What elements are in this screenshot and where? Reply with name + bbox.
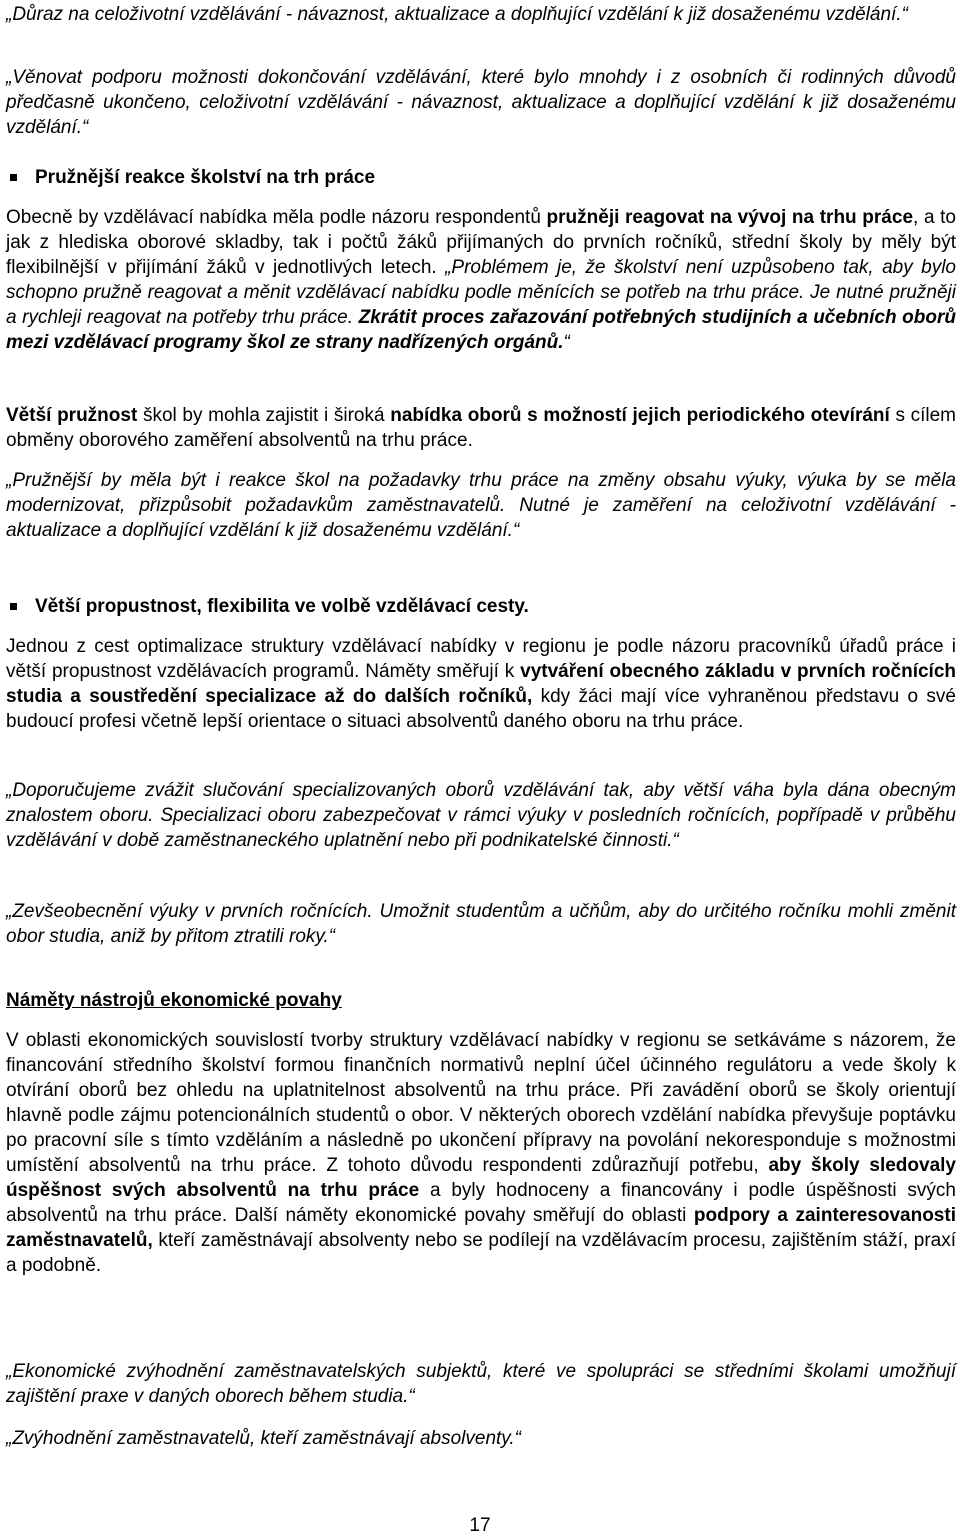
quote-paragraph [6, 468, 956, 543]
text-run: kteří zaměstnávají absolventy nebo se podílejí na vzdělávacím procesu, zajištěním stáží, praxí a podobně. [6, 1230, 956, 1276]
text-run: „Problémem je, že školství není uzpůsobeno tak, aby bylo schopno pružně reagovat a měnit vzdělávací nabídku podle měnících se potřeb na trhu práce. [6, 257, 956, 303]
text-run: pružněji reagovat na vývoj na trhu práce [546, 207, 914, 228]
text-run: Obecně by vzdělávací nabídka měla podle názoru respondentů [6, 207, 547, 228]
bullet-heading: Větší propustnost, flexibilita ve volbě vzdělávací cesty. [35, 596, 529, 617]
text-run: „Doporučujeme zvážit slučování specializovaných oborů vzdělávání tak, aby větší váha byla dána obecným znalostem oboru. Specializaci oboru zabezpečovat v rámci výuky v posledních ročnících, popřípadě v průběhu vzdělávání v době zaměstnaneckého uplatnění nebo při podnikatelské činnosti.“ [6, 780, 956, 851]
text-run: „Pružnější by měla být i reakce škol na požadavky trhu práce na změny obsahu výuky, výuka by se měla modernizovat, přizpůsobit požadavkům zaměstnavatelů. Nutné je zaměření na celoživotní vzdělávání - aktualizace a doplňující vzdělání k již dosaženému vzdělání.“ [6, 470, 956, 541]
text-run: „Zvýhodnění zaměstnavatelů, kteří zaměstnávají absolventy.“ [6, 1428, 522, 1449]
quote-paragraph [6, 1359, 956, 1409]
bullet-heading: Pružnější reakce školství na trh práce [35, 167, 376, 188]
text-run: „Věnovat podporu možnosti dokončování vzdělávání, které bylo mnohdy i z osobních či rodinných důvodů předčasně ukončeno, celoživotní vzdělávání - návaznost, aktualizace a doplňující vzdělání k již dosaženému vzdělání.“ [6, 67, 956, 138]
text-run: Větší pružnost [6, 405, 138, 426]
quote-paragraph [6, 778, 956, 853]
text-run: kdy žáci mají více vyhraněnou představu o své budoucí profesi včetně lepší orientace o situaci absolventů daného oboru na trhu práce. [6, 686, 956, 732]
text-run: aby školy sledovaly úspěšnost svých absolventů na trhu práce [6, 1155, 956, 1201]
body-paragraph [6, 634, 956, 734]
text-run: „Důraz na celoživotní vzdělávání - návaznost, aktualizace a doplňující vzdělání k již dosaženému vzdělání.“ [6, 4, 908, 25]
text-run: vytváření obecného základu v prvních ročnících studia a soustředění specializace až do dalších ročníků, [6, 661, 957, 707]
body-paragraph [6, 1028, 956, 1278]
text-run: nabídka oborů s možností jejich periodického otevírání [390, 405, 890, 426]
quote-paragraph [6, 1426, 956, 1451]
text-run: „Zevšeobecnění výuky v prvních ročnících. Umožnit studentům a učňům, aby do určitého ročníku mohli změnit obor studia, aniž by přitom ztratili roky.“ [6, 901, 956, 947]
page-number: 17 [469, 1515, 491, 1536]
text-run: Je nutné pružněji a rychleji reagovat na potřeby trhu práce. [6, 282, 956, 328]
section-heading: Náměty nástrojů ekonomické povahy [6, 990, 342, 1011]
square-bullet-icon [10, 174, 17, 181]
text-run: „Ekonomické zvýhodnění zaměstnavatelských subjektů, které ve spolupráci se středními školami umožňují zajištění praxe v daných oborech během studia.“ [6, 1361, 956, 1407]
text-run: podpory a zainteresovanosti zaměstnavatelů, [6, 1205, 956, 1251]
text-run: a byly hodnoceny a financovány i podle úspěšnosti svých absolventů na trhu práce. Další náměty ekonomické povahy směřují do oblasti [6, 1180, 956, 1226]
body-paragraph [6, 403, 956, 453]
text-run: Jednou z cest optimalizace struktury vzdělávací nabídky v regionu je podle názoru pracovníků úřadů práce i větší propustnost vzdělávacích programů. Náměty směřují k [6, 636, 956, 682]
text-run: “ [563, 332, 570, 353]
text-run: V oblasti ekonomických souvislostí tvorby struktury vzdělávací nabídky v regionu se setkáváme s názorem, že financování středního školství formou finančních normativů neplní účel účinného regulátoru a vede školy k otvírání oborů bez ohledu na uplatnitelnost absolventů na trhu práce. Při zavádění oborů se školy orientují hlavně podle zájmu potencionálních studentů o obor. V některých oborech vzdělání nabídka převyšuje poptávku po pracovní síle s tímto vzděláním a následně po ukončení přípravy na povolání nekoresponduje s možnostmi umístění absolventů na trhu práce. Z tohoto důvodu respondenti zdůrazňují potřebu, [6, 1030, 956, 1176]
text-run: s cílem obměny oborového zaměření absolventů na trhu práce. [6, 405, 957, 451]
text-run: , a to jak z hlediska oborové skladby, tak i počtů žáků přijímaných do prvních ročníků, střední školy by měly být flexibilnější v přijímání žáků v jednotlivých letech. [6, 207, 956, 278]
quote-paragraph [6, 65, 956, 140]
text-run: škol by mohla zajistit i široká [137, 405, 391, 426]
quote-paragraph [6, 2, 956, 27]
quote-paragraph [6, 899, 956, 949]
body-paragraph [6, 205, 956, 355]
square-bullet-icon [10, 603, 17, 610]
text-run: Zkrátit proces zařazování potřebných studijních a učebních oborů mezi vzdělávací programy škol ze strany nadřízených orgánů. [6, 307, 956, 353]
